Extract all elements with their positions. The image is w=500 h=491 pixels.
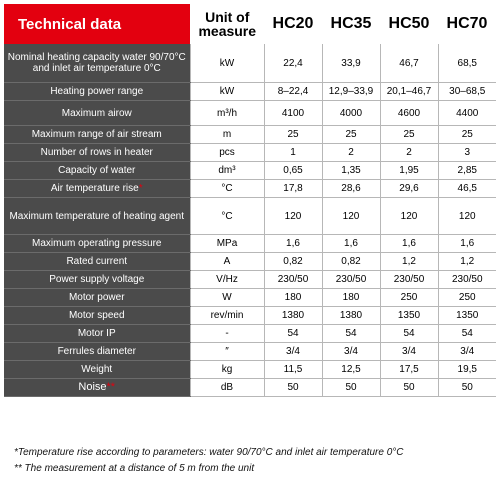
value-hc50: 54 [380, 325, 438, 343]
value-hc35: 12,9–33,9 [322, 83, 380, 101]
value-hc50: 29,6 [380, 180, 438, 198]
value-hc20: 50 [264, 379, 322, 397]
value-hc20: 22,4 [264, 44, 322, 83]
table-row [4, 198, 496, 235]
row-label: Capacity of water [4, 162, 190, 180]
row-label: Maximum range of air stream [4, 126, 190, 144]
row-label: Number of rows in heater [4, 144, 190, 162]
value-hc50: 1350 [380, 307, 438, 325]
value-hc35: 2 [322, 144, 380, 162]
row-unit: - [190, 325, 264, 343]
table-row [4, 162, 496, 180]
table-row [4, 235, 496, 253]
row-unit: pcs [190, 144, 264, 162]
row-label: Maximum airow [4, 101, 190, 126]
row-label: Motor power [4, 289, 190, 307]
value-hc70: 3 [438, 144, 496, 162]
value-hc50: 50 [380, 379, 438, 397]
value-hc50: 46,7 [380, 44, 438, 83]
value-hc20: 1 [264, 144, 322, 162]
value-hc35: 120 [322, 198, 380, 235]
row-unit: kW [190, 44, 264, 83]
value-hc35: 33,9 [322, 44, 380, 83]
footnote-temperature-rise: *Temperature rise according to parameters: water 90/70°C and inlet air temperature 0°C [14, 447, 404, 458]
table-row [4, 180, 496, 198]
value-hc70: 30–68,5 [438, 83, 496, 101]
value-hc70: 1,2 [438, 253, 496, 271]
row-label: Heating power range [4, 83, 190, 101]
value-hc50: 120 [380, 198, 438, 235]
row-label: Ferrules diameter [4, 343, 190, 361]
row-unit: dB [190, 379, 264, 397]
value-hc50: 230/50 [380, 271, 438, 289]
value-hc50: 20,1–46,7 [380, 83, 438, 101]
row-label: Power supply voltage [4, 271, 190, 289]
value-hc50: 17,5 [380, 361, 438, 379]
value-hc35: 230/50 [322, 271, 380, 289]
row-unit: °C [190, 180, 264, 198]
table-row [4, 325, 496, 343]
table-row [4, 361, 496, 379]
table-row [4, 126, 496, 144]
row-label: Weight [4, 361, 190, 379]
table-row [4, 101, 496, 126]
value-hc35: 4000 [322, 101, 380, 126]
row-label: Nominal heating capacity water 90/70°C and inlet air temperature 0°C [4, 44, 190, 83]
row-unit: m³/h [190, 101, 264, 126]
row-unit: dm³ [190, 162, 264, 180]
value-hc50: 4600 [380, 101, 438, 126]
row-unit: rev/min [190, 307, 264, 325]
row-unit: kg [190, 361, 264, 379]
row-unit: MPa [190, 235, 264, 253]
value-hc20: 1,6 [264, 235, 322, 253]
table-row [4, 83, 496, 101]
value-hc20: 1380 [264, 307, 322, 325]
footnote-mark: ** [106, 381, 116, 393]
value-hc70: 1,6 [438, 235, 496, 253]
value-hc50: 1,95 [380, 162, 438, 180]
value-hc20: 25 [264, 126, 322, 144]
row-unit: V/Hz [190, 271, 264, 289]
value-hc50: 2 [380, 144, 438, 162]
table-row [4, 289, 496, 307]
value-hc20: 0,65 [264, 162, 322, 180]
table-title: Technical data [4, 4, 190, 44]
value-hc35: 1,35 [322, 162, 380, 180]
model-header-hc20: HC20 [264, 4, 322, 44]
value-hc70: 46,5 [438, 180, 496, 198]
row-unit: kW [190, 83, 264, 101]
row-label: Air temperature rise [50, 183, 139, 194]
value-hc20: 8–22,4 [264, 83, 322, 101]
footnote-mark: * [138, 183, 143, 194]
value-hc70: 4400 [438, 101, 496, 126]
table-row [4, 44, 496, 83]
value-hc70: 54 [438, 325, 496, 343]
value-hc50: 3/4 [380, 343, 438, 361]
value-hc20: 180 [264, 289, 322, 307]
value-hc20: 54 [264, 325, 322, 343]
model-header-hc35: HC35 [322, 4, 380, 44]
value-hc35: 12,5 [322, 361, 380, 379]
value-hc35: 54 [322, 325, 380, 343]
row-label: Rated current [4, 253, 190, 271]
row-unit: °C [190, 198, 264, 235]
unit-header-line2: measure [198, 23, 257, 39]
unit-header-line1: Unit of [205, 9, 250, 25]
table-header-row [4, 4, 496, 44]
table-row [4, 307, 496, 325]
value-hc20: 4100 [264, 101, 322, 126]
value-hc70: 250 [438, 289, 496, 307]
value-hc70: 50 [438, 379, 496, 397]
value-hc35: 0,82 [322, 253, 380, 271]
value-hc20: 120 [264, 198, 322, 235]
value-hc35: 50 [322, 379, 380, 397]
table-row [4, 379, 496, 397]
row-unit: A [190, 253, 264, 271]
value-hc50: 25 [380, 126, 438, 144]
row-label: Maximum temperature of heating agent [4, 198, 190, 235]
value-hc20: 0,82 [264, 253, 322, 271]
row-label: Noise [78, 381, 107, 393]
value-hc50: 250 [380, 289, 438, 307]
row-label: Motor IP [4, 325, 190, 343]
value-hc70: 68,5 [438, 44, 496, 83]
value-hc20: 230/50 [264, 271, 322, 289]
value-hc70: 25 [438, 126, 496, 144]
table-row [4, 253, 496, 271]
value-hc20: 17,8 [264, 180, 322, 198]
value-hc70: 1350 [438, 307, 496, 325]
technical-data-table [4, 4, 496, 397]
table-row [4, 343, 496, 361]
table-row [4, 271, 496, 289]
value-hc50: 1,2 [380, 253, 438, 271]
value-hc20: 3/4 [264, 343, 322, 361]
value-hc70: 2,85 [438, 162, 496, 180]
value-hc70: 19,5 [438, 361, 496, 379]
footnote-noise-measurement: ** The measurement at a distance of 5 m from the unit [14, 463, 255, 474]
unit-of-measure-header [190, 4, 264, 44]
value-hc20: 11,5 [264, 361, 322, 379]
value-hc50: 1,6 [380, 235, 438, 253]
row-label-cell [4, 180, 190, 198]
row-label: Motor speed [4, 307, 190, 325]
value-hc35: 180 [322, 289, 380, 307]
value-hc35: 1,6 [322, 235, 380, 253]
value-hc35: 3/4 [322, 343, 380, 361]
row-label: Maximum operating pressure [4, 235, 190, 253]
value-hc35: 25 [322, 126, 380, 144]
value-hc70: 120 [438, 198, 496, 235]
model-header-hc50: HC50 [380, 4, 438, 44]
model-header-hc70: HC70 [438, 4, 496, 44]
row-unit: ″ [190, 343, 264, 361]
row-unit: m [190, 126, 264, 144]
value-hc35: 28,6 [322, 180, 380, 198]
row-label-cell [4, 379, 190, 397]
row-unit: W [190, 289, 264, 307]
value-hc35: 1380 [322, 307, 380, 325]
value-hc70: 230/50 [438, 271, 496, 289]
table-row [4, 144, 496, 162]
value-hc70: 3/4 [438, 343, 496, 361]
